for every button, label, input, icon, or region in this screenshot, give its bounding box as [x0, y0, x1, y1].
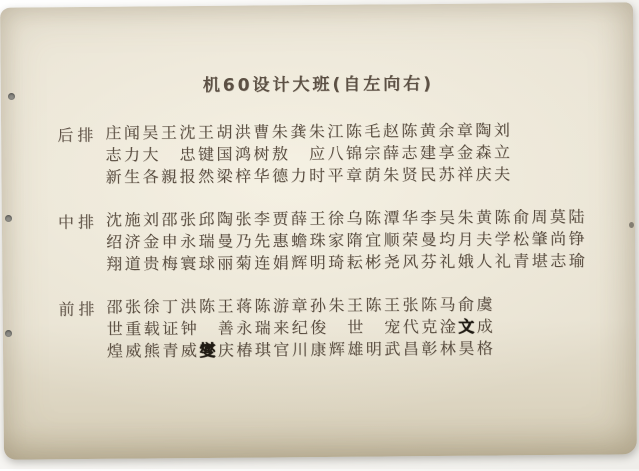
typed-text: 沈施刘邵张邱陶张李贾薛王徐乌陈潭华李吴朱黄陈俞周莫陆 — [105, 207, 587, 230]
typed-text: 成 — [476, 316, 496, 336]
typed-text: 翔道贵梅寰球丽菊连娟辉明琦耘彬尧风芬礼娥人礼青堪志瑜 — [106, 251, 588, 274]
typed-text: 世重载证钟 善永瑞来纪俊 世 宠代克淦 — [106, 317, 459, 339]
row-label: 前排 — [58, 299, 99, 319]
typed-text: 庄闻吴王沈王胡洪曹朱龚朱江陈毛赵陈黄余章陶刘 — [105, 120, 513, 143]
row-back — [57, 119, 602, 189]
page-title: 机60设计大班(自左向右) — [202, 74, 435, 96]
typed-text: 庆椿琪官川康辉雄明武昌彰林昊格 — [217, 338, 496, 360]
stamped-char: 文 — [458, 316, 477, 337]
row-front — [58, 293, 603, 363]
row-label: 后排 — [57, 125, 98, 145]
row-label: 中排 — [57, 212, 98, 232]
name-line — [106, 250, 603, 275]
typed-text: 绍济金申永瑞曼乃先惠蟾珠家隋宜顺荣曼均月夫学松肇尚铮 — [105, 229, 588, 252]
name-rows — [57, 119, 604, 363]
typed-text: 邵张徐丁洪陈王蒋陈游章孙朱王陈王张陈马俞虞 — [106, 294, 496, 317]
name-line — [106, 163, 603, 188]
typed-text: 志力大 忠键国鸿树敖 应八锦宗薛志建享金森立 — [105, 142, 513, 165]
typed-text: 煌威熊青威 — [106, 340, 200, 361]
typed-text: 新生各親报然梁梓华德力时平章荫朱贤民苏祥庆夫 — [105, 164, 513, 187]
row-middle — [58, 206, 603, 276]
name-line — [107, 337, 604, 362]
stamped-char: 燮 — [199, 340, 218, 360]
